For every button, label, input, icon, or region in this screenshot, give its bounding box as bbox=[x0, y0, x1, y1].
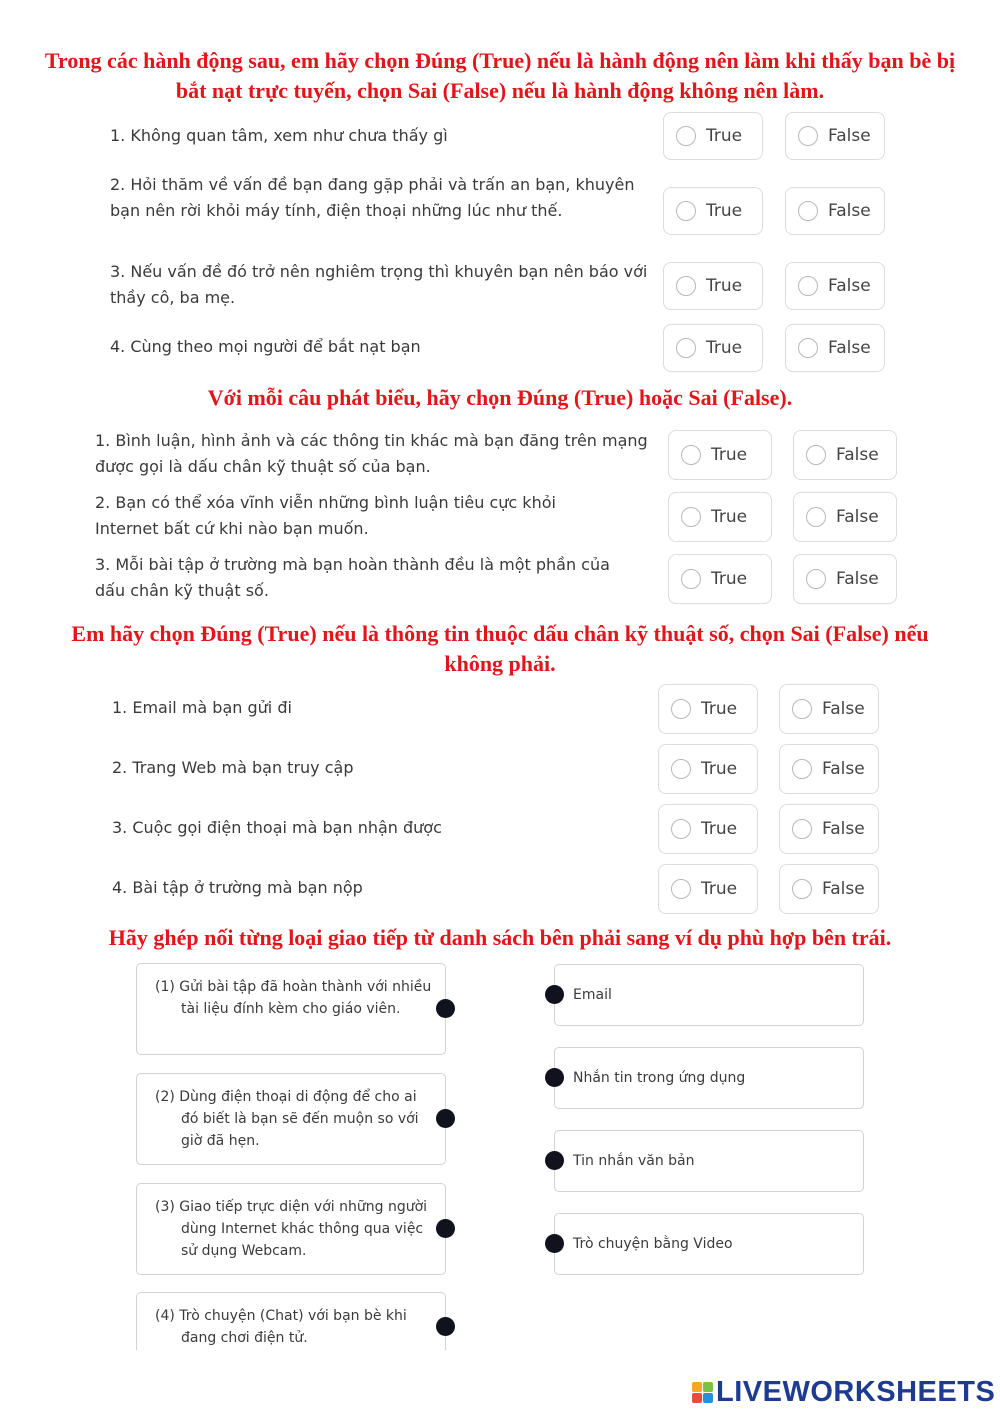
match-right-dot-2[interactable] bbox=[545, 1068, 564, 1087]
s3-q2-true-option[interactable]: True bbox=[658, 744, 758, 794]
radio-icon bbox=[671, 699, 691, 719]
section-1-heading: Trong các hành động sau, em hãy chọn Đúng (True) nếu là hành động nên làm khi thấy bạn bè bị bắt nạt trực tuyến, chọn Sai (False) nếu là hành động không nên làm. bbox=[44, 48, 956, 103]
radio-icon bbox=[798, 338, 818, 358]
radio-icon bbox=[792, 819, 812, 839]
s2-q3-text: 3. Mỗi bài tập ở trường mà bạn hoàn thành đều là một phần của dấu chân kỹ thuật số. bbox=[95, 555, 610, 600]
s1-q4-text: 4. Cùng theo mọi người để bắt nạt bạn bbox=[110, 337, 421, 356]
match-right-item-1: Email bbox=[554, 964, 864, 1026]
s3-q4-text: 4. Bài tập ở trường mà bạn nộp bbox=[112, 878, 363, 897]
s3-q1-true-option[interactable]: True bbox=[658, 684, 758, 734]
s2-q2-text: 2. Bạn có thể xóa vĩnh viễn những bình luận tiêu cực khỏi Internet bất cứ khi nào bạn muốn. bbox=[95, 493, 556, 538]
s3-q4-true-option[interactable]: True bbox=[658, 864, 758, 914]
liveworksheets-logo-icon bbox=[692, 1382, 713, 1403]
radio-icon bbox=[798, 126, 818, 146]
s3-q3-false-option[interactable]: False bbox=[779, 804, 879, 854]
s1-q3-true-option[interactable]: True bbox=[663, 262, 763, 310]
s3-q2-false-option[interactable]: False bbox=[779, 744, 879, 794]
match-right-dot-4[interactable] bbox=[545, 1234, 564, 1253]
s2-q2-false-option[interactable]: False bbox=[793, 492, 897, 542]
s1-q1-text: 1. Không quan tâm, xem như chưa thấy gì bbox=[110, 126, 448, 145]
match-left-item-4: (4) Trò chuyện (Chat) với bạn bè khi đang chơi điện tử. bbox=[136, 1292, 446, 1350]
s2-q1-false-option[interactable]: False bbox=[793, 430, 897, 480]
s1-q1-false-option[interactable]: False bbox=[785, 112, 885, 160]
s3-q2-text: 2. Trang Web mà bạn truy cập bbox=[112, 758, 354, 777]
s2-q1-text: 1. Bình luận, hình ảnh và các thông tin khác mà bạn đăng trên mạng được gọi là dấu chân kỹ thuật số của bạn. bbox=[95, 431, 648, 476]
s1-q2-true-option[interactable]: True bbox=[663, 187, 763, 235]
s2-q1-true-option[interactable]: True bbox=[668, 430, 772, 480]
brand-name: LIVEWORKSHEETS bbox=[716, 1376, 996, 1408]
s3-q4-false-option[interactable]: False bbox=[779, 864, 879, 914]
logo-square-4 bbox=[703, 1393, 713, 1403]
s1-q3-false-option[interactable]: False bbox=[785, 262, 885, 310]
radio-icon bbox=[681, 507, 701, 527]
s1-q1-true-option[interactable]: True bbox=[663, 112, 763, 160]
logo-square-3 bbox=[692, 1393, 702, 1403]
radio-icon bbox=[792, 759, 812, 779]
s1-q2-false-option[interactable]: False bbox=[785, 187, 885, 235]
s1-q3-text: 3. Nếu vấn đề đó trở nên nghiêm trọng thì khuyên bạn nên báo với thầy cô, ba mẹ. bbox=[110, 262, 648, 307]
match-right-item-3: Tin nhắn văn bản bbox=[554, 1130, 864, 1192]
s3-q3-true-option[interactable]: True bbox=[658, 804, 758, 854]
s1-q2-text: 2. Hỏi thăm về vấn đề bạn đang gặp phải và trấn an bạn, khuyên bạn nên rời khỏi máy tính, điện thoại những lúc như thế. bbox=[110, 175, 635, 220]
match-left-dot-2[interactable] bbox=[436, 1109, 455, 1128]
match-left-dot-1[interactable] bbox=[436, 999, 455, 1018]
radio-icon bbox=[792, 879, 812, 899]
match-left-item-1: (1) Gửi bài tập đã hoàn thành với nhiều tài liệu đính kèm cho giáo viên. bbox=[136, 963, 446, 1055]
section-2-heading: Với mỗi câu phát biểu, hãy chọn Đúng (True) hoặc Sai (False). bbox=[207, 385, 793, 410]
match-right-item-2: Nhắn tin trong ứng dụng bbox=[554, 1047, 864, 1109]
match-right-dot-3[interactable] bbox=[545, 1151, 564, 1170]
s3-q3-text: 3. Cuộc gọi điện thoại mà bạn nhận được bbox=[112, 818, 442, 837]
radio-icon bbox=[676, 126, 696, 146]
radio-icon bbox=[681, 569, 701, 589]
s2-q2-true-option[interactable]: True bbox=[668, 492, 772, 542]
matching-heading: Hãy ghép nối từng loại giao tiếp từ danh sách bên phải sang ví dụ phù hợp bên trái. bbox=[108, 925, 892, 950]
s3-q1-false-option[interactable]: False bbox=[779, 684, 879, 734]
s2-q3-true-option[interactable]: True bbox=[668, 554, 772, 604]
section-3-heading: Em hãy chọn Đúng (True) nếu là thông tin thuộc dấu chân kỹ thuật số, chọn Sai (False) nếu không phải. bbox=[71, 621, 929, 676]
liveworksheets-brand bbox=[692, 1376, 995, 1409]
logo-square-1 bbox=[692, 1382, 702, 1392]
match-left-item-2: (2) Dùng điện thoại di động để cho ai đó biết là bạn sẽ đến muộn so với giờ đã hẹn. bbox=[136, 1073, 446, 1165]
radio-icon bbox=[676, 276, 696, 296]
match-left-dot-3[interactable] bbox=[436, 1219, 455, 1238]
radio-icon bbox=[806, 569, 826, 589]
logo-square-2 bbox=[703, 1382, 713, 1392]
radio-icon bbox=[671, 879, 691, 899]
match-right-item-4: Trò chuyện bằng Video bbox=[554, 1213, 864, 1275]
radio-icon bbox=[676, 201, 696, 221]
s3-q1-text: 1. Email mà bạn gửi đi bbox=[112, 698, 292, 717]
radio-icon bbox=[676, 338, 696, 358]
radio-icon bbox=[806, 507, 826, 527]
radio-icon bbox=[681, 445, 701, 465]
radio-icon bbox=[671, 819, 691, 839]
radio-icon bbox=[792, 699, 812, 719]
s2-q3-false-option[interactable]: False bbox=[793, 554, 897, 604]
match-right-dot-1[interactable] bbox=[545, 985, 564, 1004]
s1-q4-false-option[interactable]: False bbox=[785, 324, 885, 372]
radio-icon bbox=[798, 201, 818, 221]
radio-icon bbox=[798, 276, 818, 296]
match-left-dot-4[interactable] bbox=[436, 1317, 455, 1336]
s1-q4-true-option[interactable]: True bbox=[663, 324, 763, 372]
radio-icon bbox=[806, 445, 826, 465]
match-left-item-3: (3) Giao tiếp trực diện với những người dùng Internet khác thông qua việc sử dụng Webcam. bbox=[136, 1183, 446, 1275]
radio-icon bbox=[671, 759, 691, 779]
